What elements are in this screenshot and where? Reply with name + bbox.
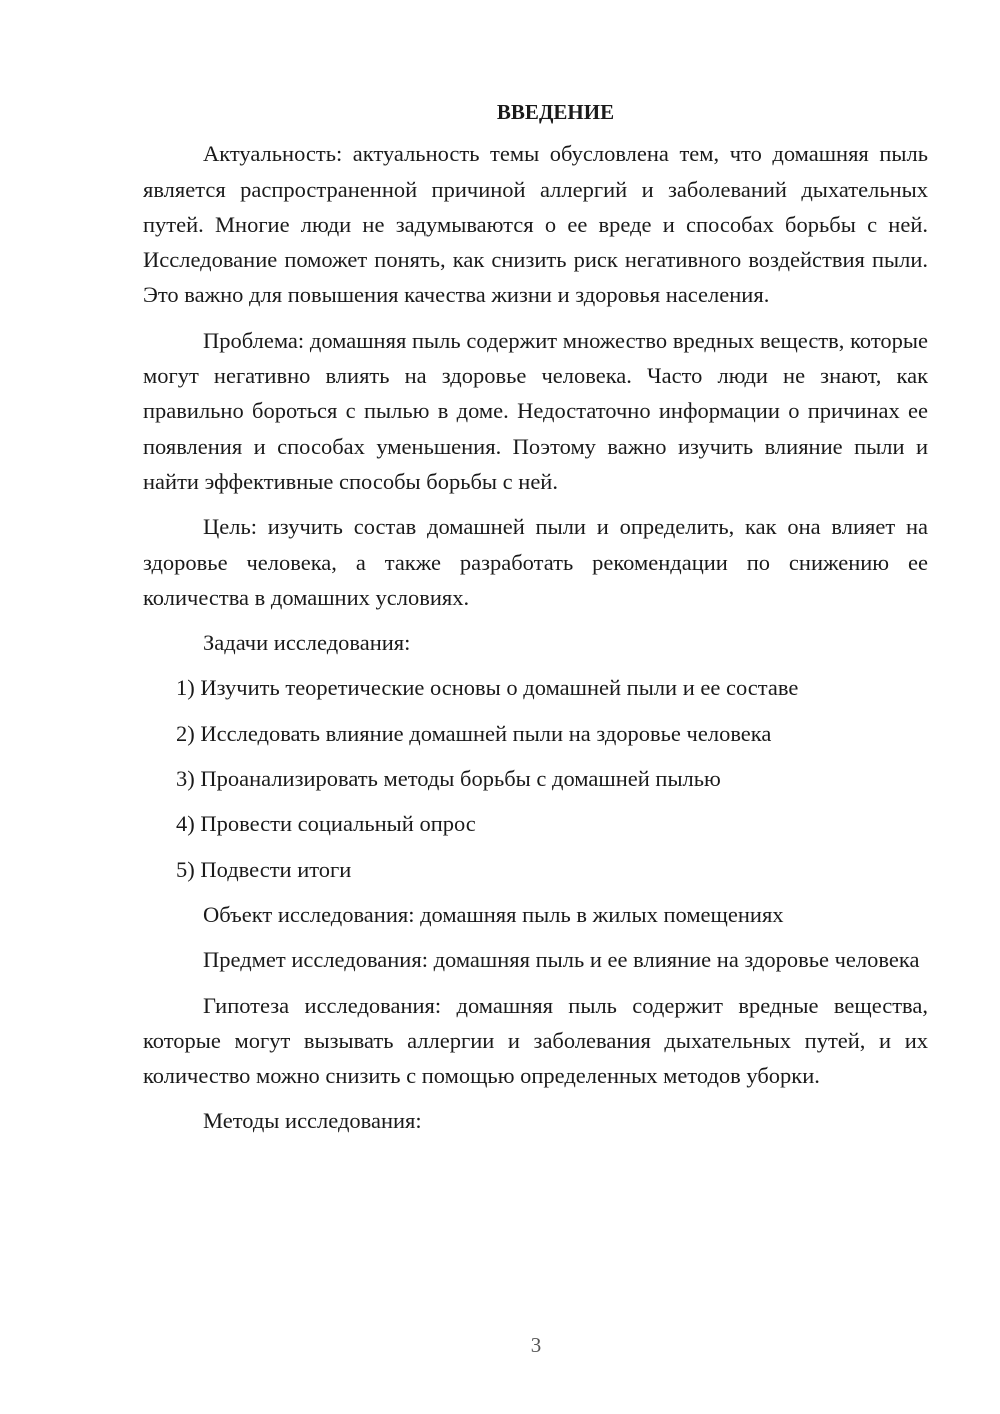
task-item: 3) Проанализировать методы борьбы с домашней пылью [176, 766, 721, 792]
problem-paragraph: Проблема: домашняя пыль содержит множество вредных веществ, которые могут негативно влиять на здоровье человека. Часто люди не знают, как правильно бороться с пылью в доме. Недостаточно информации о причинах ее появления и способах уменьшения. Поэтому важно изучить влияние пыли и найти эффективные способы борьбы с ней. [143, 327, 928, 494]
tasks-title: Задачи исследования: [203, 630, 411, 656]
object-paragraph: Объект исследования: домашняя пыль в жилых помещениях [203, 901, 784, 927]
task-item: 4) Провести социальный опрос [176, 811, 476, 837]
subject-paragraph: Предмет исследования: домашняя пыль и ее влияние на здоровье человека [203, 947, 920, 973]
task-item: 1) Изучить теоретические основы о домашней пыли и ее составе [176, 675, 799, 701]
methods-title: Методы исследования: [203, 1108, 422, 1134]
goal-paragraph: Цель: изучить состав домашней пыли и определить, как она влияет на здоровье человека, а также разработать рекомендации по снижению ее количества в домашних условиях. [143, 514, 928, 610]
page-number: 3 [530, 1333, 542, 1357]
page-title: ВВЕДЕНИЕ [496, 100, 615, 124]
hypothesis-paragraph: Гипотеза исследования: домашняя пыль содержит вредные вещества, которые могут вызывать аллергии и заболевания дыхательных путей, и их количество можно снизить с помощью определенных методов уборки. [143, 992, 928, 1089]
tasks-list [143, 670, 928, 886]
task-item: 5) Подвести итоги [176, 856, 352, 882]
relevance-paragraph: Актуальность: актуальность темы обусловлена тем, что домашняя пыль является распространенной причиной аллергий и заболеваний дыхательных путей. Многие люди не задумываются о ее вреде и способах борьбы с ней. Исследование поможет понять, как снизить риск негативного воздействия пыли. Это важно для повышения качества жизни и здоровья населения. [143, 141, 928, 308]
page-content [143, 95, 928, 1149]
task-item: 2) Исследовать влияние домашней пыли на здоровье человека [176, 720, 772, 746]
